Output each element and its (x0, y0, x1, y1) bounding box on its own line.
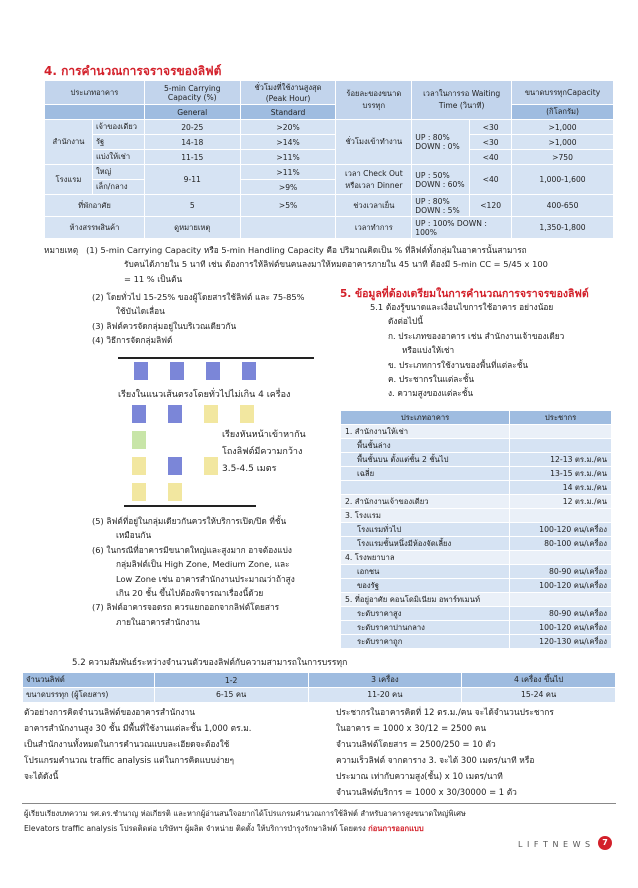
cell: 3 เครื่อง (308, 673, 462, 688)
elevator-car (206, 362, 220, 380)
cell: <30 (470, 135, 512, 150)
col-header-wait: เวลาในการรอ Waiting Time (วินาที) (412, 81, 512, 120)
col-header-load: ขนาดบรรทุกCapacity (512, 81, 614, 105)
note-4: (4) วิธีการจัดกลุ่มลิฟต์ (92, 335, 173, 346)
elevator-car (168, 457, 182, 475)
table-row (341, 523, 612, 537)
cell: 80-90 คน/เครื่อง (510, 565, 612, 579)
row-office: สำนักงาน (45, 120, 93, 165)
subheader-standard: Standard (240, 105, 336, 120)
note-5: (5) ลิฟต์ที่อยู่ในกลุ่มเดียวกันควรให้บริการเปิด/ปิด ที่ชั้น (92, 516, 287, 526)
cell: 14 ตร.ม./คน (510, 481, 612, 495)
note-1-cont: = 11 % เป็นต้น (124, 273, 183, 284)
cell: 14-18 (144, 135, 240, 150)
elevator-car (168, 405, 182, 423)
table-row (341, 579, 612, 593)
note-2-cont: ใช้บันไดเลื่อน (116, 306, 165, 317)
note-3: (3) ลิฟต์ควรจัดกลุ่มอยู่ในบริเวณเดียวกัน (92, 320, 237, 331)
example-line: ตัวอย่างการคิดจำนวนลิฟต์ของอาคารสำนักงาน (24, 707, 195, 717)
item-kn: ง. ความสูงของแต่ละชั้น (388, 388, 474, 399)
cell: 100-120 คน/เครื่อง (510, 523, 612, 537)
cell: จำนวนลิฟต์ (23, 673, 155, 688)
wall-line (124, 505, 256, 507)
note-1-cont: รับคนได้ภายใน 5 นาที เช่น ต้องการให้ลิฟต์ขนคนลงมาให้หมดอาคารภายใน 45 นาที ต้องมี 5-min CC = 5/45 x 100 (124, 259, 548, 270)
col-header-capacity: 5-min Carrying Capacity (%) (144, 81, 240, 105)
example-line: ประมาณ เท่ากับความสูง(ชั้น) x 10 เมตร/นาที (336, 771, 503, 781)
cell: 12-13 ตร.ม./คน (510, 453, 612, 467)
cell: 1. สำนักงานให้เช่า (341, 425, 510, 439)
row-mall: ห้างสรรพสินค้า (45, 217, 145, 239)
cell: พื้นชั้นบน ตั้งแต่ชั้น 2 ชั้นไป (341, 453, 510, 467)
table-row (341, 621, 612, 635)
table-row (45, 195, 614, 217)
cell: >1,000 (512, 135, 614, 150)
note-6: (6) ในกรณีที่อาคารมีขนาดใหญ่และสูงมาก อาจต้องแบ่ง (92, 544, 292, 555)
cell: 400-650 (512, 195, 614, 217)
wall-line (118, 357, 314, 359)
example-line: เป็นสำนักงานทั้งหมดในการคำนวณแบบละเอียดจะต้องใช้ (24, 739, 230, 749)
cell (510, 439, 612, 453)
example-right (336, 704, 554, 800)
elevator-facing-diagram (118, 405, 338, 505)
footer-divider (22, 803, 616, 804)
table-row (341, 481, 612, 495)
table-row (341, 467, 612, 481)
cell: พื้นชั้นล่าง (341, 439, 510, 453)
cell: ระดับราคาถูก (341, 635, 510, 649)
cell: ระดับราคาสูง (341, 607, 510, 621)
elevator-car (132, 457, 146, 475)
elevator-car (132, 483, 146, 501)
section5-1: 5.1 ต้องรู้ขนาดและเงื่อนไขการใช้อาคาร อย่างน้อย (370, 302, 554, 312)
section5-1-cont: ดังต่อไปนี้ (388, 316, 423, 327)
table-row (23, 688, 616, 703)
footer-text (24, 806, 466, 836)
example-line: โปรแกรมคำนวณ traffic analysis แต่ในการคิดแบบง่ายๆ (24, 755, 234, 765)
section5-title: 5. ข้อมูลที่ต้องเตรียมในการคำนวณการจราจรของลิฟต์ (340, 288, 589, 300)
section5-list (370, 300, 564, 401)
cell: ของรัฐ (341, 579, 510, 593)
cell: ขนาดบรรทุก (ผู้โดยสาร) (23, 688, 155, 703)
cell: 2. สำนักงานเจ้าของเดียว (341, 495, 510, 509)
elevator-car (204, 405, 218, 423)
cell: >14% (240, 135, 336, 150)
example-line: ประชากรในอาคารคิดที่ 12 ตร.ม./คน จะได้จำนวนประชากร (336, 707, 554, 717)
example-line: ความเร็วลิฟต์ จากตาราง 3. จะได้ 300 เมตร/นาที หรือ (336, 755, 535, 765)
item-kk: ค. ประชากรในแต่ละชั้น (388, 374, 475, 385)
table-row (45, 120, 614, 135)
cell: 15-24 คน (462, 688, 616, 703)
page-number: 7 (598, 836, 612, 850)
table-row (45, 217, 614, 239)
table-row (341, 551, 612, 565)
table-row (341, 425, 612, 439)
cell: 20-25 (144, 120, 240, 135)
example-left (24, 704, 251, 784)
elevator-car (132, 405, 146, 423)
cell: 12 ตร.ม./คน (510, 495, 612, 509)
cell: 5 (144, 195, 240, 217)
cell: 80-100 คน/เครื่อง (510, 537, 612, 551)
note-7: (7) ลิฟต์อาคารจอดรถ ควรแยกออกจากลิฟต์โดยสาร (92, 602, 280, 613)
cell: เล็ก/กลาง (92, 180, 144, 195)
cell: 5. ที่อยู่อาศัย คอนโดมิเนียม อพาร์ทเมนท์ (341, 593, 510, 607)
footer-line: Elevators traffic analysis โปรดติดต่อ บริษัทฯ ผู้ผลิต จำหน่าย ติดตั้ง ให้บริการบำรุงรักษาลิฟต์ โดยตรง (24, 824, 369, 833)
cell: เอกชน (341, 565, 510, 579)
table-row (341, 607, 612, 621)
notes-left-2 (92, 514, 295, 629)
facing-caption-line: 3.5-4.5 เมตร (222, 464, 277, 474)
cell: ดูหมายเหตุ (144, 217, 240, 239)
cell: >11% (240, 150, 336, 165)
footer-highlight: ก่อนการออกแบบ (368, 824, 424, 833)
cell: <30 (470, 120, 512, 135)
cell (510, 425, 612, 439)
cell: เวลาทำการ (336, 217, 412, 239)
elevator-car (132, 431, 146, 449)
cell: 9-11 (144, 165, 240, 195)
footer-line: ผู้เรียบเรียงบทความ รศ.ดร.ชำนาญ ห่อเกียรติ และหากผู้อ่านสนใจอยากได้โปรแกรมคำนวณการใช้ลิฟต์ สำหรับอาคารสูงขนาดใหญ่พิเศษ (24, 809, 466, 818)
cell: >5% (240, 195, 336, 217)
traffic-table (44, 80, 614, 239)
col-header-peak: ชั่วโมงที่ใช้งานสูงสุด (Peak Hour) (240, 81, 336, 105)
table-row (45, 135, 614, 150)
cell (510, 551, 612, 565)
subheader-kg: (กิโลกรัม) (512, 105, 614, 120)
cell: >750 (512, 150, 614, 165)
elevator-car (242, 362, 256, 380)
col-header-percent: ร้อยละของขนาดบรรทุก (336, 81, 412, 120)
cell: 1-2 (154, 673, 308, 688)
table-row (341, 509, 612, 523)
cell: UP : 80% DOWN : 5% (412, 195, 470, 217)
elevator-car (168, 483, 182, 501)
table-row (23, 673, 616, 688)
population-table (340, 410, 612, 649)
cell: <120 (470, 195, 512, 217)
notes (44, 243, 616, 286)
cell (341, 481, 510, 495)
note-2: (2) โดยทั่วไป 15-25% ของผู้โดยสารใช้ลิฟต์ และ 75-85% (92, 292, 305, 302)
cell: แบ่งให้เช่า (92, 150, 144, 165)
note-6-cont: เกิน 20 ชั้น ขึ้นไปต้องพิจารณาเรื่องนี้ด้วย (116, 588, 264, 599)
cell: 13-15 ตร.ม./คน (510, 467, 612, 481)
table-row (341, 593, 612, 607)
cell: 11-20 คน (308, 688, 462, 703)
note-5-cont: เหมือนกัน (116, 530, 152, 541)
cell: โรงแรมชั้นหนึ่งมีห้องจัดเลี้ยง (341, 537, 510, 551)
col-header-population: ประชากร (510, 411, 612, 425)
cell: 3. โรงแรม (341, 509, 510, 523)
cell: UP : 50% DOWN : 60% (412, 165, 470, 195)
item-ka-cont: หรือแบ่งให้เช่า (402, 345, 455, 356)
table-row (341, 537, 612, 551)
row-residential: ที่พักอาศัย (45, 195, 145, 217)
cell: ช่วงเวลาเย็น (336, 195, 412, 217)
cell (510, 593, 612, 607)
cell: 1,350-1,800 (512, 217, 614, 239)
facing-caption-line: โถงลิฟต์มีความกว้าง (222, 447, 303, 457)
cell: <40 (470, 165, 512, 195)
cell: 6-15 คน (154, 688, 308, 703)
example-line: จำนวนลิฟต์โดยสาร = 2500/250 = 10 ตัว (336, 739, 496, 749)
col-header-type: ประเภทอาคาร (341, 411, 510, 425)
table-row (341, 635, 612, 649)
cell: 100-120 คน/เครื่อง (510, 579, 612, 593)
note-1: (1) 5-min Carrying Capacity หรือ 5-min Handling Capacity คือ ปริมาณคิดเป็น % ที่ลิฟต์ทั้งกลุ่มในอาคารนั้นสามารถ (86, 245, 527, 255)
example-line: จำนวนลิฟต์บริการ = 1000 x 30/30000 = 1 ตัว (336, 787, 517, 797)
cell: >20% (240, 120, 336, 135)
elevator-car (170, 362, 184, 380)
note-6-cont: กลุ่มลิฟต์เป็น High Zone, Medium Zone, และ (116, 559, 290, 570)
elevator-car (240, 405, 254, 423)
table-row (341, 439, 612, 453)
cell: 1,000-1,600 (512, 165, 614, 195)
cell: UP : 100% DOWN : 100% (412, 217, 512, 239)
notes-label: หมายเหตุ (44, 245, 79, 255)
magazine-name: L I F T N E W S (518, 840, 592, 849)
note-7-cont: ภายในอาคารสำนักงาน (116, 616, 200, 627)
cell: 4 เครื่อง ขึ้นไป (462, 673, 616, 688)
example-line: จะได้ดังนี้ (24, 771, 59, 781)
cell: 11-15 (144, 150, 240, 165)
cell: ชั่วโมงเข้าทำงาน (336, 120, 412, 165)
cell: 4. โรงพยาบาล (341, 551, 510, 565)
cell: 100-120 คน/เครื่อง (510, 621, 612, 635)
table-row (341, 495, 612, 509)
example-line: อาคารสำนักงานสูง 30 ชั้น มีพื้นที่ใช้งานแต่ละชั้น 1,000 ตร.ม. (24, 723, 252, 733)
section52-title: 5.2 ความสัมพันธ์ระหว่างจำนวนตัวของลิฟต์กับความสามารถในการบรรทุก (72, 658, 348, 668)
table-row (341, 565, 612, 579)
item-ka: ก. ประเภทของอาคาร เช่น สำนักงานเจ้าของเดียว (388, 330, 565, 341)
cell: เวลา Check Out หรือเวลา Dinner (336, 165, 412, 195)
table-row (341, 453, 612, 467)
row-caption: เรียงในแนวเส้นตรงโดยทั่วไปไม่เกิน 4 เครื่อง (118, 390, 291, 400)
cell: โรงแรมทั่วไป (341, 523, 510, 537)
example-line: ในอาคาร = 1000 x 30/12 = 2500 คน (336, 723, 487, 733)
cell: เจ้าของเดียว (92, 120, 144, 135)
cell: เฉลี่ย (341, 467, 510, 481)
capacity-table (22, 672, 616, 703)
notes-left (92, 290, 305, 348)
item-kh: ข. ประเภทการใช้งานของพื้นที่แต่ละชั้น (388, 359, 528, 370)
section4-title: 4. การคำนวณการจราจรของลิฟต์ (44, 64, 222, 78)
cell: >11% (240, 165, 336, 180)
table-row (45, 165, 614, 180)
note-6-cont: Low Zone เช่น อาคารสำนักงานประมาณว่าถ้าสูง (116, 573, 295, 584)
cell: ระดับราคาปานกลาง (341, 621, 510, 635)
cell (510, 509, 612, 523)
facing-caption-line: เรียงหันหน้าเข้าหากัน (222, 430, 306, 440)
cell: 120-130 คน/เครื่อง (510, 635, 612, 649)
cell: UP : 80% DOWN : 0% (412, 120, 470, 165)
elevator-car (204, 457, 218, 475)
subheader-general: General (144, 105, 240, 120)
col-header-type: ประเภทอาคาร (45, 81, 145, 105)
cell: >1,000 (512, 120, 614, 135)
row-hotel: โรงแรม (45, 165, 93, 195)
table-row (45, 150, 614, 165)
cell: >9% (240, 180, 336, 195)
cell: <40 (470, 150, 512, 165)
facing-caption (222, 427, 306, 478)
cell: รัฐ (92, 135, 144, 150)
cell: ใหญ่ (92, 165, 144, 180)
cell: 80-90 คน/เครื่อง (510, 607, 612, 621)
elevator-car (134, 362, 148, 380)
